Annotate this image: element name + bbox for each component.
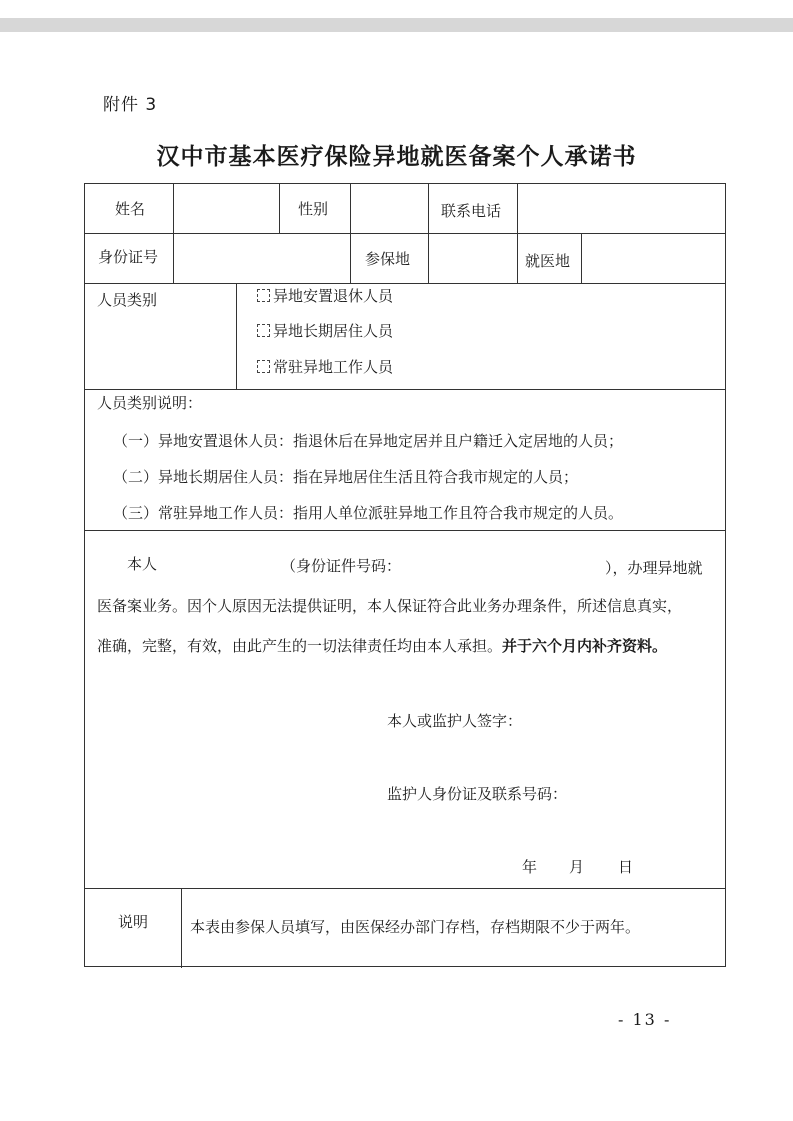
col-divider <box>517 184 518 233</box>
scan-top-border <box>0 18 793 32</box>
page-number: - 13 - <box>618 1010 672 1029</box>
col-divider <box>279 184 280 233</box>
date-year: 年 <box>522 858 538 876</box>
explanation-heading: 人员类别说明： <box>97 394 203 412</box>
pledge-line: 准确，完整，有效，由此产生的一切法律责任均由本人承担。并于六个月内补齐资料。 <box>97 637 668 655</box>
row-divider <box>85 389 725 390</box>
insured-place-label: 参保地 <box>365 250 411 268</box>
row-divider <box>85 530 725 531</box>
note-label: 说明 <box>118 913 149 931</box>
col-divider <box>581 233 582 283</box>
option-resident-worker[interactable]: 常驻异地工作人员 <box>257 356 393 377</box>
col-divider <box>350 184 351 233</box>
explanation-item: （二）异地长期居住人员：指在异地居住生活且符合我市规定的人员； <box>113 468 579 486</box>
row-divider <box>85 283 725 284</box>
pledge-self: 本人 <box>127 555 158 573</box>
guardian-id-label: 监护人身份证及联系号码： <box>387 785 568 803</box>
id-number-label: 身份证号 <box>98 248 159 266</box>
date-day: 日 <box>618 858 634 876</box>
explanation-item: （三）常驻异地工作人员：指用人单位派驻异地工作且符合我市规定的人员。 <box>113 504 624 522</box>
checkbox-icon[interactable] <box>257 289 270 302</box>
option-resettled-retiree[interactable]: 异地安置退休人员 <box>257 285 393 306</box>
pledge-close: ），办理异地就 <box>605 559 703 577</box>
phone-label: 联系电话 <box>441 202 502 220</box>
attachment-label: 附件 3 <box>103 95 158 115</box>
col-divider <box>517 233 518 283</box>
col-divider <box>173 233 174 283</box>
col-divider <box>350 233 351 283</box>
document-title: 汉中市基本医疗保险异地就医备案个人承诺书 <box>156 143 637 170</box>
pledge-line: 医备案业务。因个人原因无法提供证明，本人保证符合此业务办理条件，所述信息真实， <box>97 597 683 615</box>
col-divider <box>428 184 429 233</box>
row-divider <box>85 233 725 234</box>
col-divider <box>428 233 429 283</box>
category-label: 人员类别 <box>97 291 158 309</box>
explanation-item: （一）异地安置退休人员：指退休后在异地定居并且户籍迁入定居地的人员； <box>113 432 624 450</box>
medical-place-label: 就医地 <box>525 252 571 270</box>
pledge-bold-clause: 并于六个月内补齐资料。 <box>502 637 668 655</box>
col-divider <box>236 283 237 389</box>
signature-label: 本人或监护人签字： <box>387 712 523 730</box>
col-divider <box>173 184 174 233</box>
pledge-form <box>84 183 726 967</box>
option-long-term-resident[interactable]: 异地长期居住人员 <box>257 320 393 341</box>
col-divider <box>181 888 182 968</box>
note-text: 本表由参保人员填写，由医保经办部门存档，存档期限不少于两年。 <box>190 918 641 936</box>
checkbox-icon[interactable] <box>257 360 270 373</box>
gender-label: 性别 <box>298 200 329 218</box>
pledge-id-prompt: （身份证件号码： <box>281 557 402 575</box>
name-label: 姓名 <box>115 200 146 218</box>
checkbox-icon[interactable] <box>257 324 270 337</box>
date-month: 月 <box>569 858 585 876</box>
